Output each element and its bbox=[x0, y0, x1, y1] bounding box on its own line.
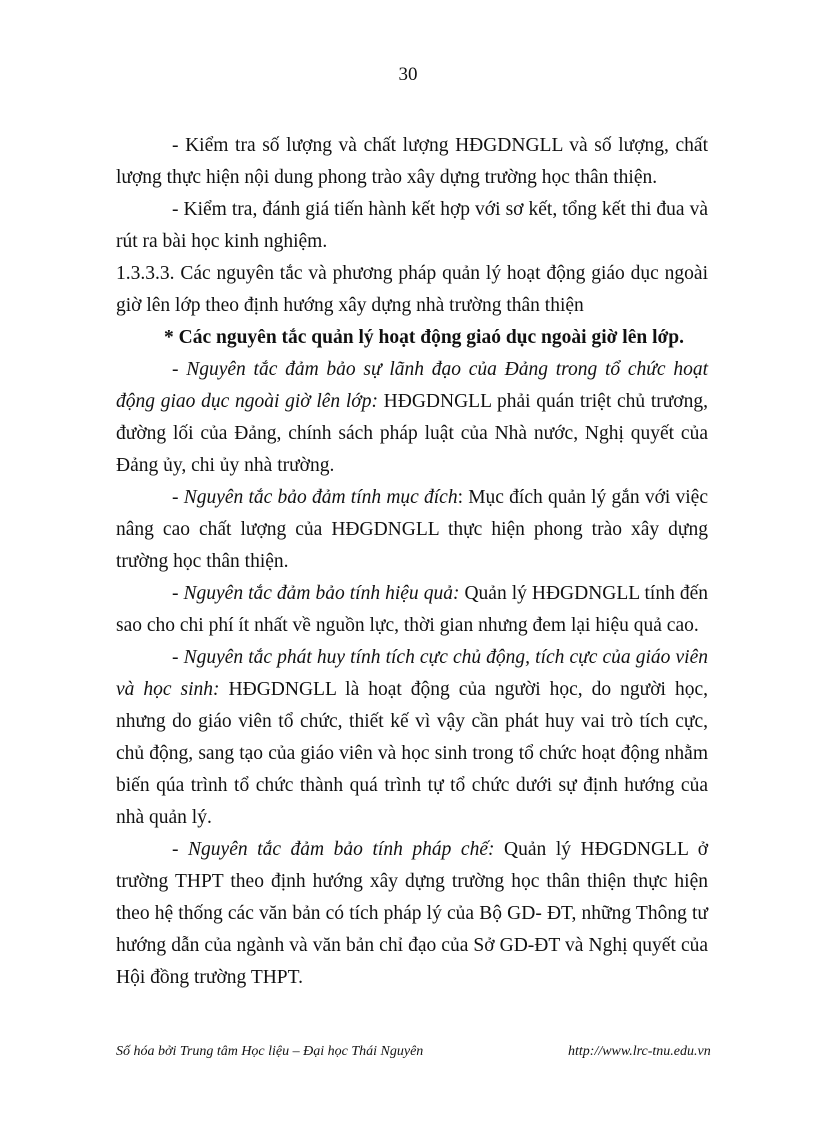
page-number: 30 bbox=[398, 64, 418, 85]
principle-leadership-text: HĐGDNGLL phải quán triệt chủ trương, đường lối của Đảng, chính sách pháp luật của Nhà nước, Nghị quyết của Đảng ủy, chi ủy nhà trường. bbox=[116, 391, 708, 476]
document-body bbox=[116, 130, 708, 994]
paragraph-principle-efficiency bbox=[116, 578, 708, 642]
principles-subheading: * Các nguyên tắc quản lý hoạt động giaó dục ngoài giờ lên lớp. bbox=[163, 327, 685, 348]
footer-url: http://www.lrc-tnu.edu.vn bbox=[568, 1044, 711, 1059]
principle-purpose-title: - Nguyên tắc bảo đảm tính mục đích bbox=[172, 487, 458, 508]
principle-legality-text: Quản lý HĐGDNGLL ở trường THPT theo định hướng xây dựng trường học thân thiện thực hiện theo hệ thống các văn bản có tích pháp lý của Bộ GD- ĐT, những Thông tư hướng dẫn của ngành và văn bản chỉ đạo của Sở GD-ĐT và Nghị quyết của Hội đồng trường THPT. bbox=[116, 839, 709, 988]
section-heading: 1.3.3.3. Các nguyên tắc và phương pháp quản lý hoạt động giáo dục ngoài giờ lên lớp theo định hướng xây dựng nhà trường thân thiện bbox=[116, 263, 708, 316]
principle-efficiency-title: - Nguyên tắc đảm bảo tính hiệu quả: bbox=[172, 583, 460, 604]
paragraph-principle-purpose bbox=[116, 482, 708, 578]
paragraph-principle-legality bbox=[116, 834, 708, 994]
paragraph-principle-leadership bbox=[116, 354, 708, 482]
principle-efficiency-text: Quản lý HĐGDNGLL tính đến sao cho chi phí ít nhất về nguồn lực, thời gian nhưng đem lại hiệu quả cao. bbox=[116, 583, 708, 636]
principle-activeness-title: - Nguyên tắc phát huy tính tích cực chủ động, tích cực của giáo viên và học sinh: bbox=[116, 647, 708, 700]
footer-source: Số hóa bởi Trung tâm Học liệu – Đại học Thái Nguyên bbox=[116, 1044, 424, 1059]
paragraph-check-quantity: - Kiểm tra số lượng và chất lượng HĐGDNGLL và số lượng, chất lượng thực hiện nội dung phong trào xây dựng trường học thân thiện. bbox=[116, 135, 708, 188]
paragraph-principle-activeness bbox=[116, 642, 708, 834]
principle-purpose-text: : Mục đích quản lý gắn với việc nâng cao chất lượng của HĐGDNGLL thực hiện phong trào xây dựng trường học thân thiện. bbox=[116, 487, 708, 572]
principle-leadership-title: - Nguyên tắc đảm bảo sự lãnh đạo của Đảng trong tổ chức hoạt động giao dục ngoài giờ lên lớp: bbox=[116, 359, 708, 412]
principle-legality-title: - Nguyên tắc đảm bảo tính pháp chế: bbox=[172, 839, 495, 860]
paragraph-check-evaluate: - Kiểm tra, đánh giá tiến hành kết hợp với sơ kết, tổng kết thi đua và rút ra bài học kinh nghiệm. bbox=[116, 199, 708, 252]
principle-activeness-text: HĐGDNGLL là hoạt động của người học, do người học, nhưng do giáo viên tổ chức, thiết kế vì vậy cần phát huy vai trò tích cực, chủ động, sang tạo của giáo viên và học sinh trong tổ chức hoạt động nhằm biến qúa trình tổ chức thành quá trình tự tổ chức dưới sự định hướng của nhà quản lý. bbox=[116, 679, 708, 828]
